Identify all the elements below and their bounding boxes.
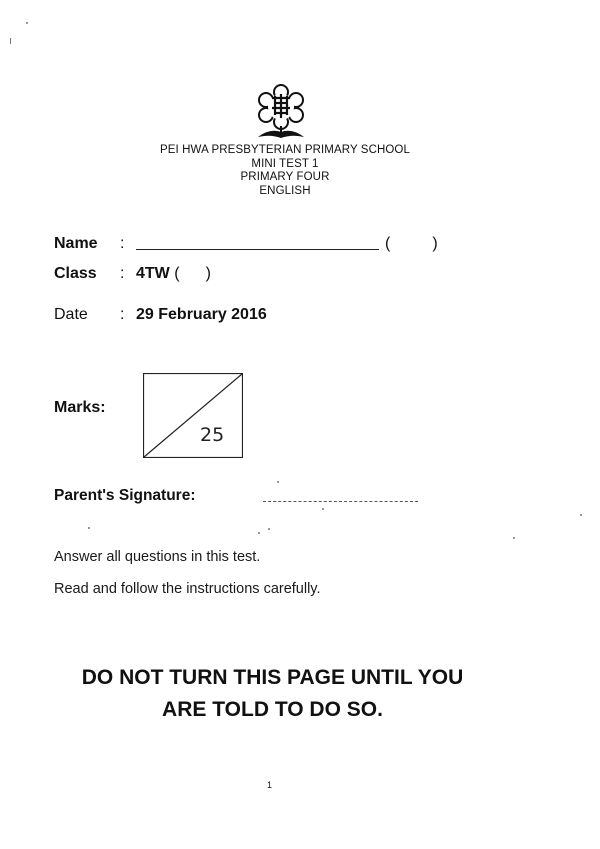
marks-label: Marks:: [54, 399, 106, 416]
scan-speck: [513, 537, 515, 539]
marks-total: 25: [200, 424, 225, 446]
warning-line-2: ARE TOLD TO DO SO.: [162, 698, 383, 721]
date-row: [54, 306, 267, 324]
scan-speck: [322, 508, 324, 510]
scan-speck: [10, 38, 11, 44]
name-row: [54, 235, 438, 253]
class-row: [54, 265, 211, 283]
register-number-field[interactable]: ( ): [385, 235, 438, 252]
date-colon: :: [120, 306, 125, 323]
name-field[interactable]: [136, 235, 379, 250]
class-number-field[interactable]: ( ): [174, 265, 211, 282]
page-number: 1: [267, 780, 273, 790]
instruction-2: Read and follow the instructions carefully.: [54, 581, 321, 597]
marks-box[interactable]: [143, 373, 243, 458]
instruction-1: Answer all questions in this test.: [54, 549, 261, 565]
warning-line-1: DO NOT TURN THIS PAGE UNTIL YOU: [81, 666, 464, 689]
class-label: Class: [54, 265, 97, 282]
test-name: MINI TEST 1: [251, 157, 319, 170]
scan-speck: [258, 532, 260, 534]
scan-speck: [88, 527, 90, 529]
signature-field[interactable]: [263, 501, 418, 502]
level: PRIMARY FOUR: [240, 171, 330, 183]
class-colon: :: [120, 265, 125, 282]
class-value: 4TW: [136, 265, 170, 282]
subject: ENGLISH: [259, 184, 311, 197]
school-name: PEI HWA PRESBYTERIAN PRIMARY SCHOOL: [160, 144, 410, 156]
scan-speck: [580, 514, 582, 516]
school-header: [0, 144, 570, 198]
signature-label: Parent's Signature:: [54, 487, 196, 504]
date-label: Date: [54, 306, 88, 323]
name-label: Name: [54, 235, 98, 252]
warning-notice: [0, 662, 545, 726]
date-value: 29 February 2016: [136, 306, 267, 323]
scan-speck: [26, 22, 28, 24]
name-colon: :: [120, 235, 125, 252]
scan-speck: [277, 481, 279, 483]
school-crest-icon: [252, 82, 310, 142]
scan-speck: [268, 528, 270, 530]
